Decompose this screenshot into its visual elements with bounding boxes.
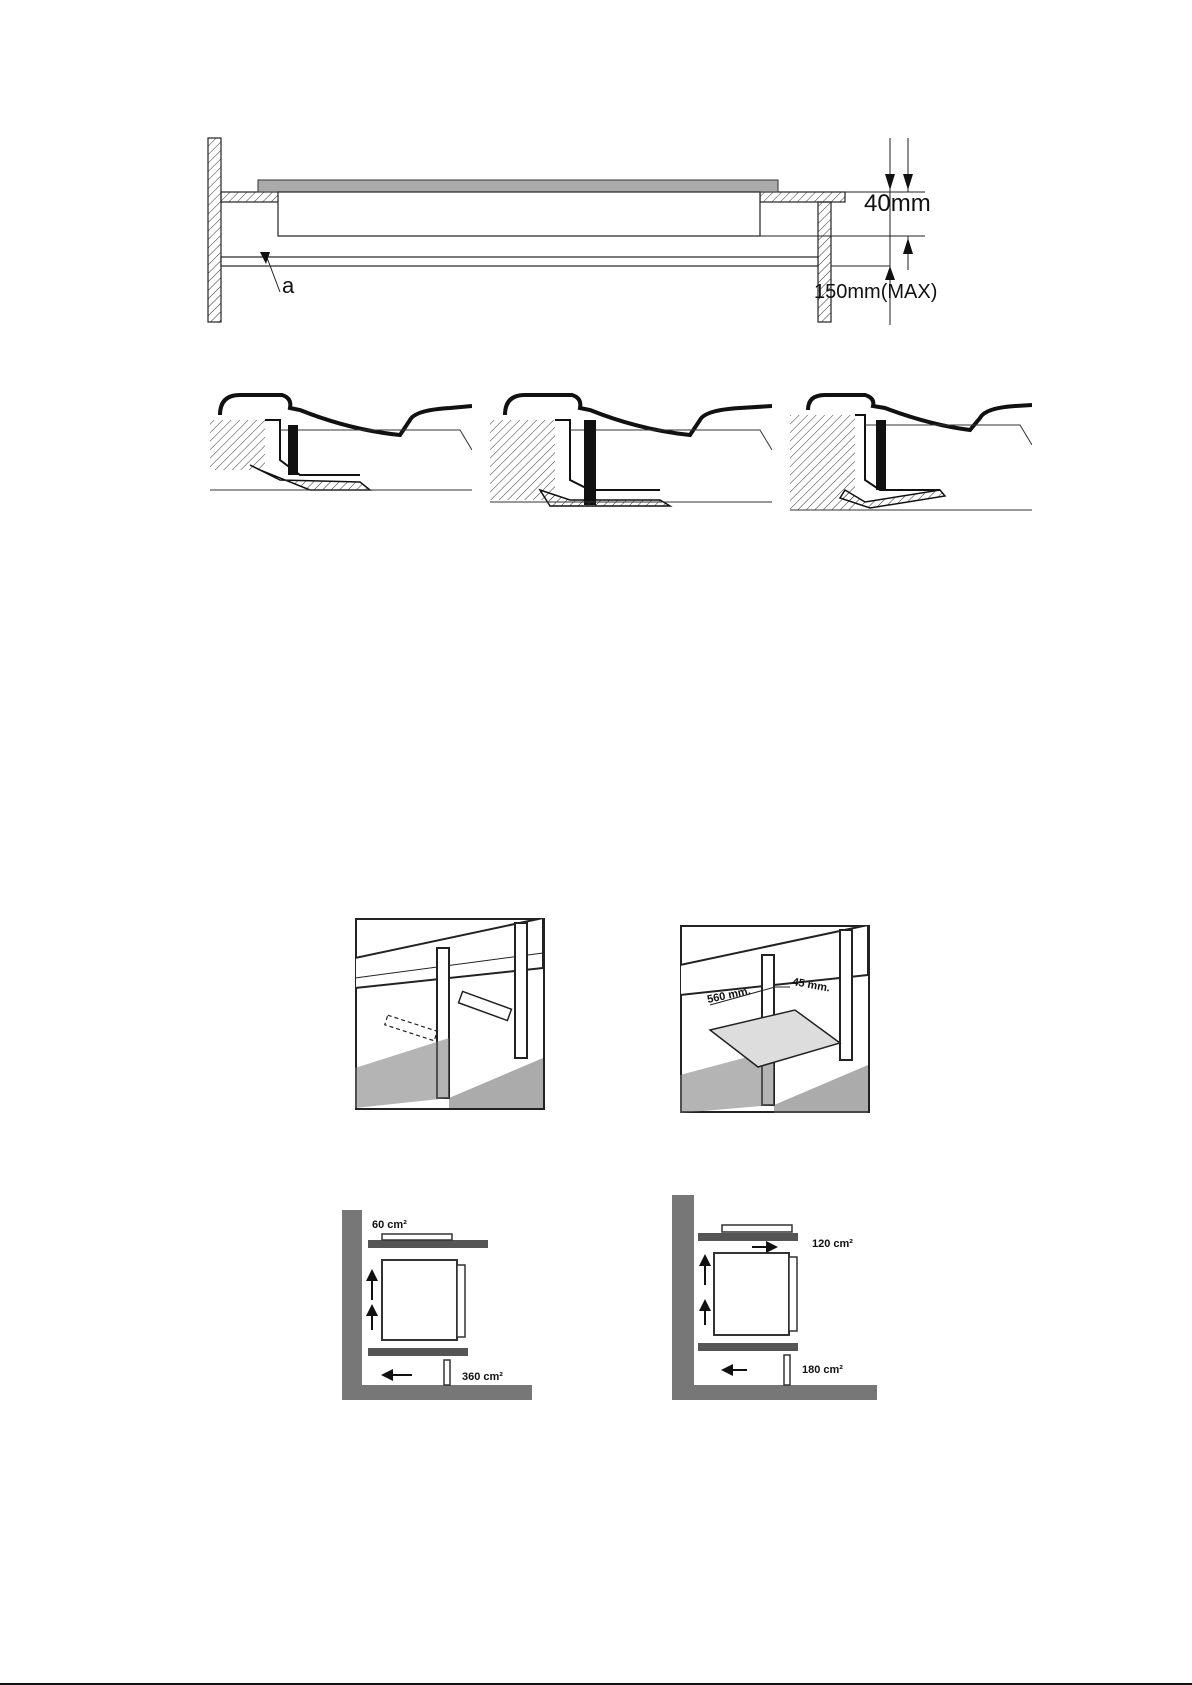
label-180cm2: 180 cm² [802,1364,843,1376]
label-120cm2: 120 cm² [812,1238,853,1250]
cabinet-view-shelf [680,925,870,1113]
left-wall [208,138,221,322]
screw-icon [288,425,298,475]
label-150mm-max: 150mm(MAX) [814,281,938,303]
label-560mm: 560 mm. [706,985,752,1006]
worktop-right [760,192,845,202]
ventilation-diagram-right [672,1195,877,1400]
right-support [818,202,831,322]
clamp-detail-2 [490,390,772,522]
clamp-detail-1 [210,390,472,515]
clamp-detail-3 [790,390,1032,520]
screw-icon [876,420,886,490]
separation-panel [221,257,818,266]
screw-icon [584,420,596,505]
hob-glass [258,180,778,192]
label-40mm: 40mm [864,190,931,217]
label-360cm2: 360 cm² [462,1371,503,1383]
label-60cm2: 60 cm² [372,1219,407,1231]
label-45mm: 45 mm. [791,976,831,995]
label-a: a [282,273,295,298]
ventilation-diagram-left [342,1210,532,1400]
hob-body [278,192,760,236]
cabinet-view-batten [355,918,545,1110]
hob-cross-section-diagram [190,130,1040,330]
